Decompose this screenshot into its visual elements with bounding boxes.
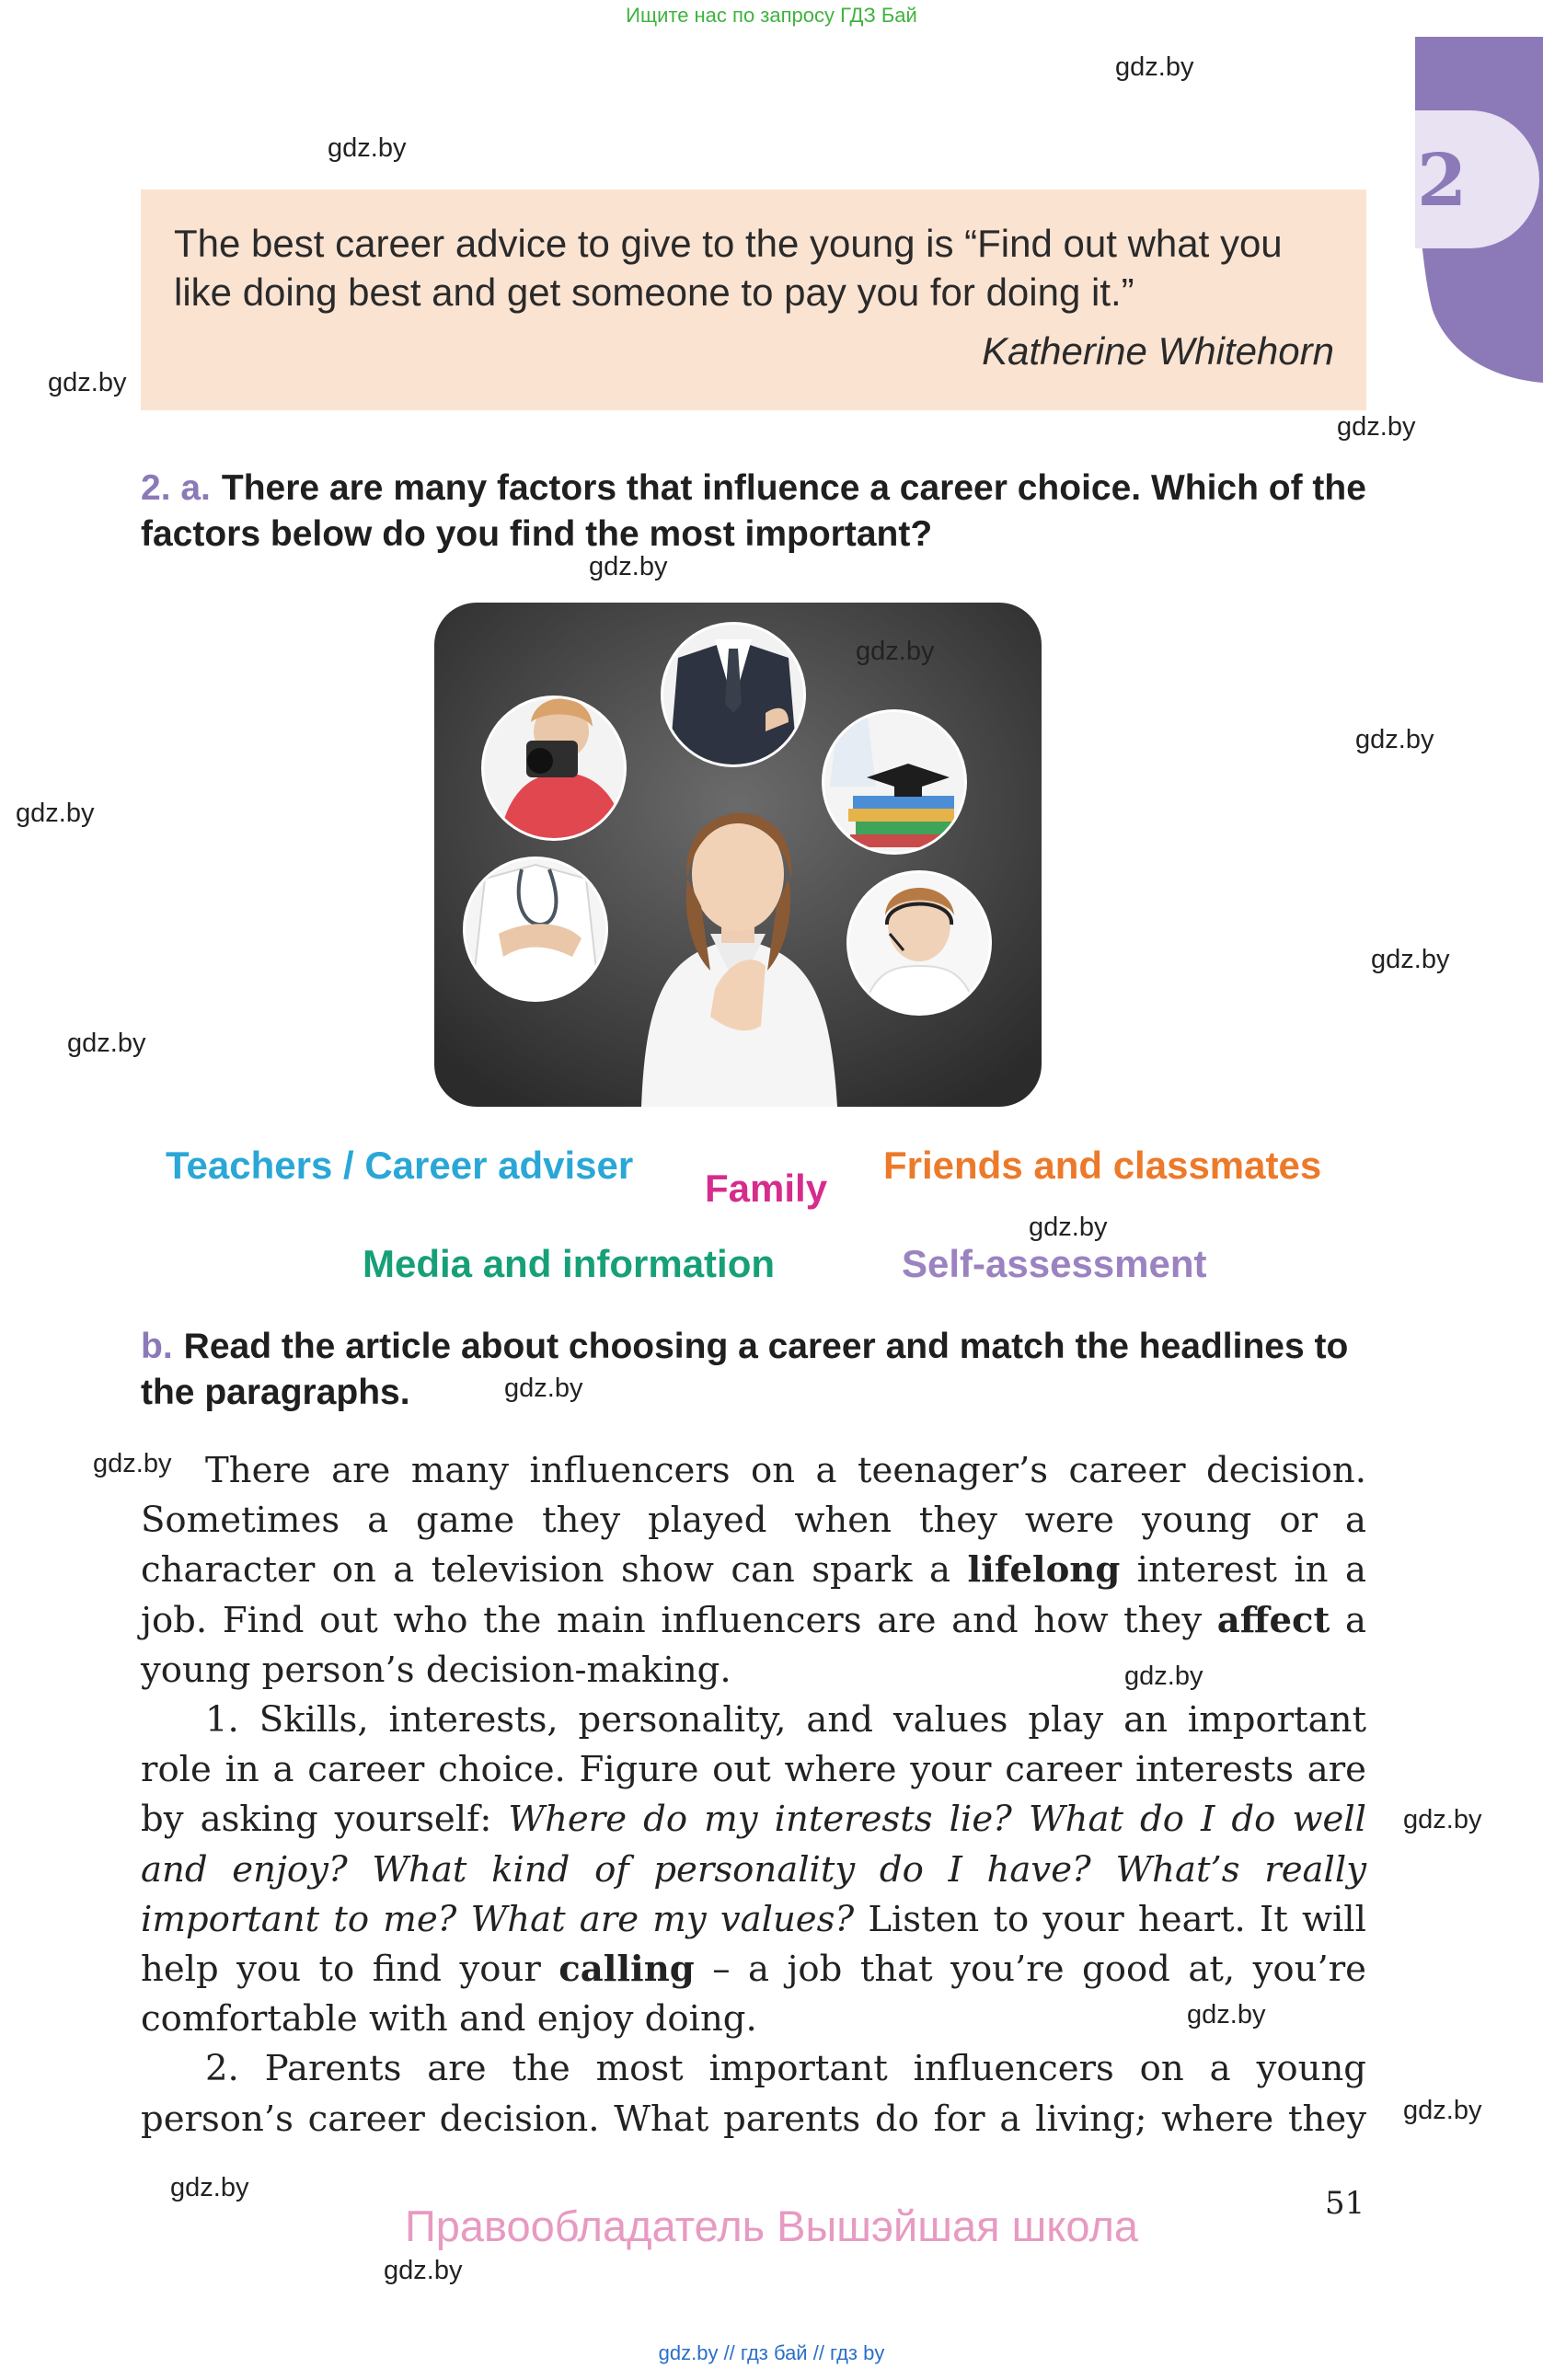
article-intro-bold-1: lifelong — [967, 1549, 1121, 1592]
factor-teachers — [166, 1144, 633, 1188]
article-p1-part-3: – a job that you’re good at, you’re comfortable with and enjoy doing. — [141, 1949, 1366, 2041]
factor-media-text: Media and information — [363, 1242, 776, 1285]
career-photo-illustration — [434, 603, 1042, 1107]
watermark: gdz.by — [48, 368, 127, 397]
watermark: gdz.by — [1403, 2096, 1482, 2125]
quote-text: The best career advice to give to the young is “Find out what you like doing best and get someone to pay you for doing it.” — [174, 222, 1283, 314]
article-p2-text: 2. Parents are the most important influencers on a young person’s career decision. What parents do for a living; where they — [141, 2048, 1366, 2140]
watermark: gdz.by — [1124, 1661, 1203, 1691]
factor-self-assessment — [902, 1242, 1207, 1286]
watermark: gdz.by — [589, 552, 668, 581]
article-intro — [141, 1446, 1366, 1696]
factor-media — [363, 1242, 775, 1286]
unit-number: 2 — [1417, 139, 1468, 223]
factor-friends-text: Friends and classmates — [883, 1144, 1322, 1187]
article-p1-part-1: 1. Skills, interests, personality, and values play an important role in a career choice. Figure out where your career interests are by asking yourself: — [141, 1699, 1366, 1841]
article — [141, 1446, 1366, 2144]
article-p1-italic: Where do my interests lie? What do I do well and enjoy? What kind of personality do I have? What’s really important to me? What are my values? — [141, 1799, 1366, 1940]
factor-friends — [883, 1144, 1321, 1188]
article-paragraph-2 — [141, 2044, 1366, 2144]
watermark: gdz.by — [1371, 945, 1450, 974]
top-banner: Ищите нас по запросу ГДЗ Бай — [626, 4, 917, 27]
article-intro-part-1: There are many influencers on a teenager’s career decision. Sometimes a game they played when they were young or a character on a television show can spark a — [141, 1450, 1366, 1592]
unit-tab — [1415, 37, 1543, 383]
watermark: gdz.by — [1187, 2000, 1266, 2029]
article-p1-part-2: Listen to your heart. It will help you to find your — [141, 1898, 1366, 1991]
factor-self-text: Self-assessment — [902, 1242, 1207, 1285]
watermark: gdz.by — [16, 799, 95, 828]
task-b — [141, 1324, 1369, 1416]
article-p1-bold: calling — [558, 1949, 695, 1991]
article-paragraph-1 — [141, 1696, 1366, 2044]
watermark: gdz.by — [856, 637, 935, 666]
watermark: gdz.by — [504, 1374, 583, 1403]
task-a-text: There are many factors that influence a career choice. Which of the factors below do you find the most important? — [141, 468, 1366, 554]
factor-family — [705, 1167, 827, 1211]
watermark: gdz.by — [384, 2256, 463, 2285]
rights-holder: Правообладатель Вышэйшая школа — [404, 2202, 1139, 2250]
watermark: gdz.by — [170, 2173, 249, 2202]
quote-author: Katherine Whitehorn — [982, 329, 1334, 373]
watermark: gdz.by — [1355, 725, 1434, 754]
task-b-label: b. — [141, 1327, 173, 1366]
watermark: gdz.by — [328, 133, 407, 163]
task-a-label: 2. a. — [141, 468, 211, 508]
task-b-text: Read the article about choosing a career and match the headlines to the paragraphs. — [141, 1327, 1349, 1412]
watermark: gdz.by — [1337, 412, 1416, 442]
article-intro-part-3: a young person’s decision-making. — [141, 1599, 1366, 1691]
factor-family-text: Family — [705, 1167, 828, 1210]
career-photo — [434, 603, 1042, 1107]
watermark: gdz.by — [67, 1029, 146, 1058]
task-a — [141, 466, 1369, 558]
unit-tab-shape — [1415, 37, 1543, 383]
watermark: gdz.by — [93, 1449, 172, 1478]
watermark: gdz.by — [1029, 1213, 1108, 1242]
factor-teachers-text: Teachers / Career adviser — [166, 1144, 634, 1187]
page-number: 51 — [1325, 2185, 1365, 2222]
article-intro-bold-2: affect — [1216, 1599, 1330, 1641]
footer-links[interactable]: gdz.by // гдз бай // гдз by — [658, 2341, 885, 2364]
watermark: gdz.by — [1403, 1805, 1482, 1834]
article-intro-part-2: interest in a job. Find out who the main influencers are and how they — [141, 1549, 1366, 1641]
watermark: gdz.by — [1115, 52, 1194, 82]
